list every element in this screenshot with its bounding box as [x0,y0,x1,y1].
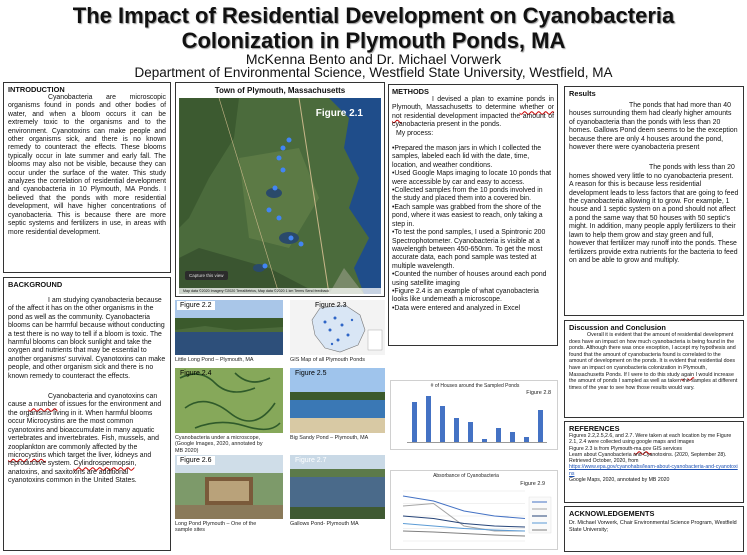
methods-heading: METHODS [392,87,429,96]
houses-bar [426,396,431,442]
houses-bars [407,395,547,443]
background-box [3,277,171,551]
map-box [175,82,385,297]
methods-step: •Data were entered and analyzed in Excel [392,304,521,312]
methods-steps [392,145,554,313]
map-pin[interactable] [273,186,278,191]
map-pin[interactable] [277,156,282,161]
figure-2-6-caption: Long Pond Plymouth – One of the sample sites [175,521,257,534]
houses-chart [390,380,558,450]
acknowledgements-box [564,506,744,552]
figure-2-7-photo [290,455,385,519]
methods-step: •Figure 2.4 is an example of what cyanobacteria looks like underneath a microscope. [392,287,539,304]
references-epa-link[interactable]: https://www.epa.gov/cyanohabs/learn-about-cyanobacteria-and-cyanotoxins [569,464,738,477]
absorbance-chart-title: Absorbance of Cyanobacteria [433,473,499,479]
results-para2: The ponds with less than 20 homes showed very little to no cyanobacteria present. A reason for this is because less residential development leads to less factors that are going to feed the cyanobacteria allowing it to grow. For example, 1 house and 1 septic system on a pond should not affect a pond the same way that 50 houses with 50 septic's might. In addition, many people apply fertilizers to their lawn to help them grow and stay green and full, however that fertilizer may runoff into the ponds. These fertilizers provide extra nutrients for the bacteria to feed on and be able to grow and multiply. [569,164,739,264]
houses-bar [482,439,487,442]
methods-step: •Counted the number of houses around each pond using satellite imaging [392,271,547,287]
methods-intro: I devised a plan to examine ponds in Plymouth, Massachusetts to determine whether or not residential development impacted the amount of cyanobacteria present in the ponds. [392,96,555,129]
acknowledgements-heading: ACKNOWLEDGEMENTS [569,509,655,518]
references-line3: Learn about Cyanobacteria and Cyanotoxins. (2020, September 28). Retrieved October, 2020, from [569,451,727,465]
houses-bar [412,402,417,442]
map-pin[interactable] [281,146,286,151]
background-heading: BACKGROUND [8,280,63,289]
methods-step: •Prepared the mason jars in which I collected the samples, labeled each lid with the date, time, location, and weather conditions. [392,145,542,169]
figure-2-3-label: Figure 2.3 [315,302,347,309]
figure-2-5-photo [290,368,385,433]
map-pin[interactable] [263,264,268,269]
absorbance-chart [390,470,558,550]
figure-2-2-photo [175,300,283,355]
methods-process-label: My process: [396,129,434,137]
absorbance-plot [395,483,555,547]
methods-step: •Each sample was grabbed from the shore of the pond, where it was easiest to reach, only taking a step in. [392,203,543,228]
map-heading: Town of Plymouth, Massachusetts [214,86,346,95]
methods-step: •Used Google Maps imaging to locate 10 ponds that were accessible by car and easy to access. [392,170,552,186]
map-satellite-image [179,98,381,294]
figure-2-4-microscope [175,368,283,433]
poster-title-line2: Colonization in Plymouth Ponds, MA [181,28,566,53]
results-heading: Results [569,89,596,98]
figure-2-4-label: Figure 2.4 [180,370,212,377]
references-box [564,421,744,503]
references-heading: REFERENCES [569,424,620,433]
figure-2-7-caption: Gallows Pond- Plymouth MA [290,521,359,527]
map-footer: Map data ©2020 Imagery ©2020 TerraMetrics, Map data ©2020 1 km Terms Send feedback [179,288,381,294]
results-para1: The ponds that had more than 40 houses surrounding them had clearly higher amounts of cyanobacteria than the ponds with less than 20 homes. Gallows Pond deem seems to be the exception because there are only 4 houses around the pond, however there were cyanobacteria present [569,102,738,152]
houses-bar [496,428,501,442]
houses-bar [468,422,473,442]
methods-box [388,84,558,346]
background-para1: I am studying cyanobacteria because of the affect it has on the other organisms in the pond as well as the community. Cyanobacteria blooms can be harmful because without conducting a test there is no way to tell if a bloom is toxic. The harmful blooms can block sunlight and take the oxygen and nutrients that may be essential to another organisms' survival. Cyanotoxins can make people, and other organism sick and there is no known remedy to counteract the effects. [8,297,166,380]
introduction-heading: INTRODUCTION [8,85,65,94]
map-pin[interactable] [277,216,282,221]
capture-view-button[interactable]: Capture this view [185,271,228,280]
houses-chart-title: # of Houses around the Sampled Ponds [430,383,520,389]
department: Department of Environmental Science, Westfield State University, Westfield, MA [134,65,613,80]
figure-2-2-label: Figure 2.2 [177,301,215,310]
absorbance-series-line [403,496,525,519]
introduction-text: Cyanobacteria are microscopic organisms found in ponds and other bodies of water, and when a bloom occurs it can be extremely toxic to the organisms and to the environment. Cyanotoxins can make people and other organisms sick, and there is no known remedy to counteract the effects. These blooms typically occur in late summer and early fall. The blooms may also not be visible, because they can occur under the surface of the water. This study analyzes the correlation of residential development and cyanobacteria in 10 Plymouth, MA Ponds. I believed that the ponds with more residential development, will have higher concentrations of cyanobacteria. This is because there are more septic systems and fertilizers in use, in areas with more residential development. [8,94,166,236]
houses-bar [510,432,515,442]
references-line2: Figure 2.3 is from Plymouth-ma.gov GIS services [569,445,683,452]
figure-2-7-label: Figure 2.7 [295,457,327,464]
figure-2-2-caption: Little Long Pond – Plymouth, MA [175,357,254,363]
houses-bar [524,437,529,442]
map-svg [179,98,381,294]
discussion-text: Overall it is evident that the amount of residential development does have an impact on how much cyanobacteria is being found in the ponds. Although there was once exception, I accept my hypothesis and found that the amount of cyanobacteria found is correlated to the amount of development on the ponds. It is evident that residential does have an impact on cyanobacteria colonization in Plymouth, Massachusetts Ponds. If I were to do this study again I would increase the amount of ponds I sampled as well as taken the samples at different times of the year to see how those results would vary. [569,332,738,391]
map-pin[interactable] [267,208,272,213]
results-box [564,86,744,316]
houses-chart-figure: Figure 2.8 [526,390,551,396]
poster-title-line1: The Impact of Residential Development on Cyanobacteria [72,3,675,28]
references-line4: Google Maps, 2020, annotated by MB 2020 [569,477,670,484]
figure-2-5-caption: Big Sandy Pond – Plymouth, MA [290,435,369,441]
figure-2-6-photo [175,455,283,519]
methods-step: •Collected samples from the 10 ponds involved in the study and placed them into a covered bin. [392,187,543,203]
map-pin[interactable] [281,168,286,173]
map-figure-label: Figure 2.1 [315,108,363,119]
authors: McKenna Bento and Dr. Michael Vorwerk [245,51,502,67]
figure-2-5-label: Figure 2.5 [295,370,327,377]
discussion-box [564,320,744,418]
absorbance-series-line [403,531,525,536]
acknowledgements-text: Dr. Michael Vorwerk, Chair Environmental Science Program, Westfield State University; [569,520,737,533]
absorbance-series-line [403,524,525,532]
figure-2-3-gis-map [290,300,385,355]
map-pin[interactable] [299,242,304,247]
absorbance-chart-figure: Figure 2.9 [520,481,545,487]
houses-bar [454,418,459,442]
discussion-heading: Discussion and Conclusion [569,323,666,332]
map-pin[interactable] [289,236,294,241]
houses-bar [440,406,445,442]
references-line1: Figures 2.2,2.5,2.6, and 2.7. Were taken at each location by me Figure 2.1, 2.4 were collected using google maps and images [569,433,732,446]
figure-2-4-caption: Cyanobacteria under a microscope, (Google Images, 2020, annotated by MB 2020) [175,435,263,454]
introduction-box [3,82,171,273]
houses-bar [538,410,543,442]
figure-2-6-label: Figure 2.6 [177,456,215,465]
background-para2: Cyanobacteria and cyanotoxins can cause a number of issues for the environment and the organisms living in it. When harmful blooms occur Microcystins are the most common cyanotoxins and bioaccumulate in many aquatic vertebrates and invertebrates. Fish, mussels, and zooplankton are commonly affected by the microcystins which target the liver, kidneys and reproductive system. Cylindrospermopsin, anatoxins, and saxitoxins are additional cyanotoxins common in the United States. [8,393,162,485]
map-pin[interactable] [287,138,292,143]
methods-step: •To test the pond samples, I used a Spintronic 200 Spectrophotometer. Cyanobacteria is visible at a wavelength between 450-650nm. To get the most accurate data, each pond sample was tested at multiple wavelength. [392,229,546,270]
figure-2-3-caption: GIS Map of all Plymouth Ponds [290,357,365,363]
